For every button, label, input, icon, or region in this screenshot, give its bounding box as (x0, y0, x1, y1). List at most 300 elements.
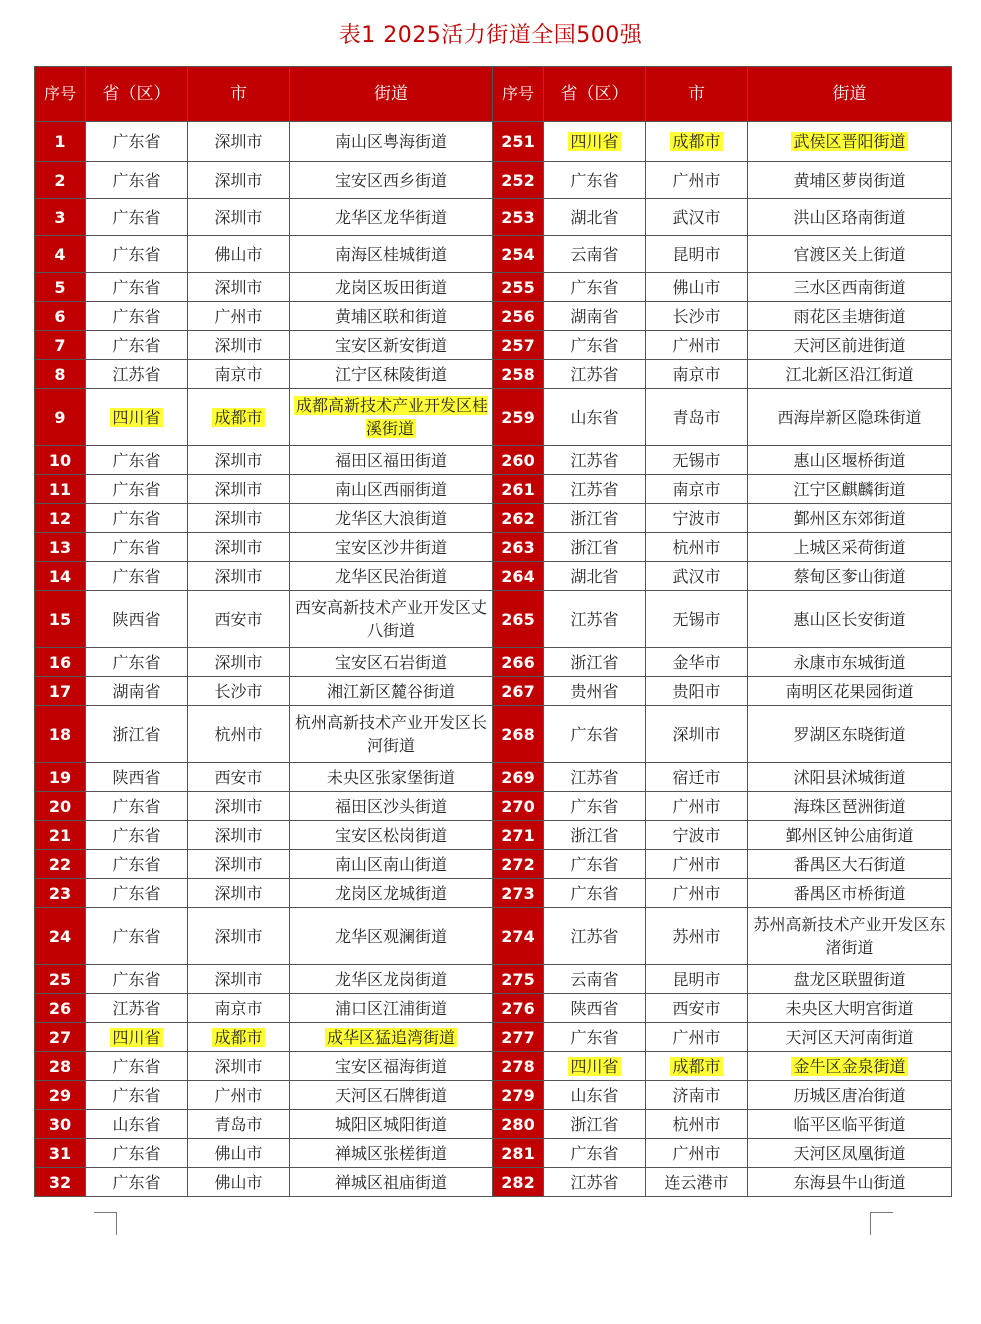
highlighted-text: 成都市 (672, 1056, 721, 1076)
table-row (35, 562, 952, 591)
table-row (35, 879, 952, 908)
left-street-cell: 未央区张家堡街道 (290, 763, 493, 792)
right-city-cell: 宿迁市 (646, 763, 748, 792)
left-city-cell: 佛山市 (188, 236, 290, 273)
left-province-cell: 广东省 (86, 122, 188, 162)
left-street-cell: 宝安区福海街道 (290, 1052, 493, 1081)
right-province-cell: 江苏省 (544, 360, 646, 389)
right-city-cell: 广州市 (646, 1023, 748, 1052)
left-seq-cell: 29 (35, 1081, 86, 1110)
right-seq-cell: 261 (493, 475, 544, 504)
left-city-cell: 南京市 (188, 994, 290, 1023)
right-city-cell: 长沙市 (646, 302, 748, 331)
right-street-cell: 三水区西南街道 (748, 273, 952, 302)
right-city-cell: 广州市 (646, 331, 748, 360)
left-province-cell: 江苏省 (86, 994, 188, 1023)
left-street-cell: 龙华区龙华街道 (290, 199, 493, 236)
left-street-cell: 天河区石牌街道 (290, 1081, 493, 1110)
right-street-cell: 官渡区关上街道 (748, 236, 952, 273)
right-street-cell: 东海县牛山街道 (748, 1168, 952, 1197)
left-street-cell: 福田区沙头街道 (290, 792, 493, 821)
page-title: 表1 2025活力街道全国500强 (338, 23, 643, 48)
right-seq-cell: 277 (493, 1023, 544, 1052)
right-street-cell: 惠山区堰桥街道 (748, 446, 952, 475)
left-seq-cell: 22 (35, 850, 86, 879)
table-row (35, 199, 952, 236)
right-city-cell: 济南市 (646, 1081, 748, 1110)
left-seq-cell: 1 (35, 122, 86, 162)
table-row (35, 792, 952, 821)
left-province-cell: 广东省 (86, 965, 188, 994)
highlighted-text: 四川省 (570, 132, 619, 151)
right-province-cell: 广东省 (544, 1139, 646, 1168)
right-street-cell: 雨花区圭塘街道 (748, 302, 952, 331)
left-street-cell: 黄埔区联和街道 (290, 302, 493, 331)
right-seq-cell: 254 (493, 236, 544, 273)
table-row (35, 162, 952, 199)
right-street-cell: 惠山区长安街道 (748, 591, 952, 648)
highlighted-text: 金牛区金泉街道 (793, 1056, 906, 1076)
table-row (35, 1139, 952, 1168)
left-seq-cell: 9 (35, 389, 86, 446)
left-city-cell: 深圳市 (188, 1052, 290, 1081)
right-province-cell: 山东省 (544, 389, 646, 446)
left-seq-cell: 31 (35, 1139, 86, 1168)
right-street-cell: 天河区天河南街道 (748, 1023, 952, 1052)
right-province-cell: 陕西省 (544, 994, 646, 1023)
left-province-cell: 广东省 (86, 1139, 188, 1168)
right-city-cell: 深圳市 (646, 706, 748, 763)
right-street-cell: 番禺区大石街道 (748, 850, 952, 879)
left-street-cell: 宝安区沙井街道 (290, 533, 493, 562)
highlighted-text: 成都市 (214, 1027, 263, 1047)
left-city-cell: 深圳市 (188, 273, 290, 302)
header-street-left: 街道 (290, 67, 493, 122)
left-city-cell (188, 1023, 290, 1052)
table-row (35, 1081, 952, 1110)
right-province-cell: 山东省 (544, 1081, 646, 1110)
left-street-cell: 宝安区松岗街道 (290, 821, 493, 850)
header-street-right: 街道 (748, 67, 952, 122)
right-province-cell: 江苏省 (544, 1168, 646, 1197)
left-city-cell: 深圳市 (188, 821, 290, 850)
left-street-cell: 湘江新区麓谷街道 (290, 677, 493, 706)
left-seq-cell: 26 (35, 994, 86, 1023)
right-street-cell: 江北新区沿江街道 (748, 360, 952, 389)
right-seq-cell: 273 (493, 879, 544, 908)
right-province-cell: 江苏省 (544, 475, 646, 504)
table-row (35, 908, 952, 965)
right-province-cell: 湖北省 (544, 199, 646, 236)
right-city-cell: 广州市 (646, 162, 748, 199)
left-seq-cell: 14 (35, 562, 86, 591)
right-street-cell: 永康市东城街道 (748, 648, 952, 677)
right-seq-cell: 259 (493, 389, 544, 446)
right-street-cell: 鄞州区钟公庙街道 (748, 821, 952, 850)
left-seq-cell: 24 (35, 908, 86, 965)
right-street-cell: 盘龙区联盟街道 (748, 965, 952, 994)
left-city-cell (188, 389, 290, 446)
left-street-cell: 宝安区西乡街道 (290, 162, 493, 199)
right-seq-cell: 267 (493, 677, 544, 706)
left-province-cell: 陕西省 (86, 591, 188, 648)
right-seq-cell: 251 (493, 122, 544, 162)
left-city-cell: 深圳市 (188, 648, 290, 677)
left-seq-cell: 23 (35, 879, 86, 908)
right-city-cell: 贵阳市 (646, 677, 748, 706)
left-province-cell: 广东省 (86, 879, 188, 908)
right-street-cell: 黄埔区萝岗街道 (748, 162, 952, 199)
right-street-cell: 未央区大明宫街道 (748, 994, 952, 1023)
right-seq-cell: 252 (493, 162, 544, 199)
left-city-cell: 深圳市 (188, 122, 290, 162)
left-city-cell: 深圳市 (188, 331, 290, 360)
right-street-cell: 鄞州区东郊街道 (748, 504, 952, 533)
right-province-cell: 浙江省 (544, 533, 646, 562)
right-city-cell (646, 122, 748, 162)
left-street-cell: 禅城区张槎街道 (290, 1139, 493, 1168)
right-seq-cell: 281 (493, 1139, 544, 1168)
left-province-cell (86, 1023, 188, 1052)
left-province-cell: 广东省 (86, 792, 188, 821)
table-row (35, 446, 952, 475)
right-street-cell (748, 122, 952, 162)
right-street-cell: 历城区唐冶街道 (748, 1081, 952, 1110)
right-seq-cell: 278 (493, 1052, 544, 1081)
table-row (35, 821, 952, 850)
right-city-cell: 广州市 (646, 792, 748, 821)
left-seq-cell: 17 (35, 677, 86, 706)
left-city-cell: 深圳市 (188, 446, 290, 475)
left-province-cell: 广东省 (86, 648, 188, 677)
left-city-cell: 杭州市 (188, 706, 290, 763)
left-city-cell: 深圳市 (188, 850, 290, 879)
left-province-cell: 广东省 (86, 236, 188, 273)
right-seq-cell: 253 (493, 199, 544, 236)
right-city-cell: 南京市 (646, 475, 748, 504)
right-seq-cell: 270 (493, 792, 544, 821)
right-seq-cell: 262 (493, 504, 544, 533)
right-province-cell (544, 122, 646, 162)
right-seq-cell: 257 (493, 331, 544, 360)
left-province-cell: 广东省 (86, 562, 188, 591)
left-seq-cell: 4 (35, 236, 86, 273)
left-province-cell: 广东省 (86, 273, 188, 302)
right-seq-cell: 255 (493, 273, 544, 302)
right-city-cell: 昆明市 (646, 236, 748, 273)
right-province-cell: 浙江省 (544, 1110, 646, 1139)
right-city-cell: 武汉市 (646, 562, 748, 591)
left-street-cell: 龙岗区龙城街道 (290, 879, 493, 908)
left-seq-cell: 6 (35, 302, 86, 331)
right-city-cell: 广州市 (646, 850, 748, 879)
table-row (35, 504, 952, 533)
right-city-cell: 西安市 (646, 994, 748, 1023)
left-city-cell: 深圳市 (188, 504, 290, 533)
right-city-cell: 广州市 (646, 1139, 748, 1168)
right-province-cell (544, 1052, 646, 1081)
left-province-cell: 广东省 (86, 1168, 188, 1197)
table-row (35, 331, 952, 360)
left-street-cell: 南山区西丽街道 (290, 475, 493, 504)
left-seq-cell: 28 (35, 1052, 86, 1081)
left-street-cell: 禅城区祖庙街道 (290, 1168, 493, 1197)
right-city-cell: 无锡市 (646, 591, 748, 648)
left-seq-cell: 5 (35, 273, 86, 302)
right-city-cell (646, 1052, 748, 1081)
right-seq-cell: 266 (493, 648, 544, 677)
right-seq-cell: 280 (493, 1110, 544, 1139)
left-seq-cell: 13 (35, 533, 86, 562)
table-row (35, 122, 952, 162)
right-seq-cell: 263 (493, 533, 544, 562)
left-seq-cell: 18 (35, 706, 86, 763)
left-province-cell: 广东省 (86, 908, 188, 965)
table-header-row (35, 67, 952, 122)
left-seq-cell: 12 (35, 504, 86, 533)
table-row (35, 965, 952, 994)
table-row (35, 994, 952, 1023)
right-province-cell: 湖北省 (544, 562, 646, 591)
right-city-cell: 青岛市 (646, 389, 748, 446)
right-province-cell: 广东省 (544, 706, 646, 763)
left-street-cell: 西安高新技术产业开发区丈八街道 (290, 591, 493, 648)
left-province-cell: 山东省 (86, 1110, 188, 1139)
left-street-cell: 南山区南山街道 (290, 850, 493, 879)
right-seq-cell: 256 (493, 302, 544, 331)
left-province-cell: 广东省 (86, 162, 188, 199)
left-province-cell: 广东省 (86, 475, 188, 504)
left-seq-cell: 10 (35, 446, 86, 475)
right-street-cell (748, 1052, 952, 1081)
right-city-cell: 武汉市 (646, 199, 748, 236)
table-row (35, 591, 952, 648)
left-street-cell: 宝安区新安街道 (290, 331, 493, 360)
left-seq-cell: 25 (35, 965, 86, 994)
right-province-cell: 江苏省 (544, 908, 646, 965)
table-row (35, 389, 952, 446)
left-street-cell (290, 389, 493, 446)
right-city-cell: 佛山市 (646, 273, 748, 302)
left-city-cell: 深圳市 (188, 908, 290, 965)
left-province-cell: 江苏省 (86, 360, 188, 389)
right-province-cell: 江苏省 (544, 763, 646, 792)
left-province-cell: 湖南省 (86, 677, 188, 706)
highlighted-text: 成都市 (214, 407, 263, 427)
right-seq-cell: 276 (493, 994, 544, 1023)
left-city-cell: 深圳市 (188, 879, 290, 908)
right-street-cell: 江宁区麒麟街道 (748, 475, 952, 504)
left-street-cell: 龙华区民治街道 (290, 562, 493, 591)
table-row (35, 648, 952, 677)
left-street-cell: 江宁区秣陵街道 (290, 360, 493, 389)
left-seq-cell: 32 (35, 1168, 86, 1197)
right-street-cell: 海珠区琶洲街道 (748, 792, 952, 821)
right-province-cell: 云南省 (544, 965, 646, 994)
right-city-cell: 连云港市 (646, 1168, 748, 1197)
right-seq-cell: 274 (493, 908, 544, 965)
table-row (35, 763, 952, 792)
right-province-cell: 贵州省 (544, 677, 646, 706)
ranking-table (34, 66, 952, 1197)
left-city-cell: 深圳市 (188, 562, 290, 591)
left-city-cell: 深圳市 (188, 199, 290, 236)
right-city-cell: 南京市 (646, 360, 748, 389)
left-street-cell (290, 1023, 493, 1052)
left-city-cell: 佛山市 (188, 1168, 290, 1197)
table-row (35, 1052, 952, 1081)
left-city-cell: 南京市 (188, 360, 290, 389)
right-province-cell: 浙江省 (544, 648, 646, 677)
left-seq-cell: 19 (35, 763, 86, 792)
header-city-right: 市 (646, 67, 748, 122)
right-city-cell: 杭州市 (646, 1110, 748, 1139)
left-seq-cell: 27 (35, 1023, 86, 1052)
left-seq-cell: 16 (35, 648, 86, 677)
right-city-cell: 金华市 (646, 648, 748, 677)
right-province-cell: 江苏省 (544, 591, 646, 648)
right-city-cell: 杭州市 (646, 533, 748, 562)
right-province-cell: 广东省 (544, 1023, 646, 1052)
left-seq-cell: 2 (35, 162, 86, 199)
left-city-cell: 深圳市 (188, 475, 290, 504)
table-row (35, 1168, 952, 1197)
right-province-cell: 浙江省 (544, 504, 646, 533)
table-row (35, 1110, 952, 1139)
right-seq-cell: 282 (493, 1168, 544, 1197)
left-street-cell: 龙华区观澜街道 (290, 908, 493, 965)
table-row (35, 475, 952, 504)
left-city-cell: 深圳市 (188, 792, 290, 821)
highlighted-text: 四川省 (112, 1027, 161, 1047)
right-street-cell: 番禺区市桥街道 (748, 879, 952, 908)
right-seq-cell: 265 (493, 591, 544, 648)
left-city-cell: 深圳市 (188, 162, 290, 199)
left-city-cell: 广州市 (188, 302, 290, 331)
right-seq-cell: 264 (493, 562, 544, 591)
right-street-cell: 蔡甸区奓山街道 (748, 562, 952, 591)
header-city-left: 市 (188, 67, 290, 122)
left-seq-cell: 30 (35, 1110, 86, 1139)
left-province-cell: 广东省 (86, 199, 188, 236)
table-row (35, 850, 952, 879)
left-province-cell: 广东省 (86, 331, 188, 360)
left-city-cell: 佛山市 (188, 1139, 290, 1168)
table-row (35, 360, 952, 389)
table-row (35, 677, 952, 706)
highlighted-text: 成都高新技术产业开发区桂溪街道 (295, 396, 488, 438)
right-province-cell: 广东省 (544, 273, 646, 302)
right-street-cell: 天河区前进街道 (748, 331, 952, 360)
left-province-cell: 广东省 (86, 504, 188, 533)
right-province-cell: 广东省 (544, 331, 646, 360)
right-province-cell: 广东省 (544, 792, 646, 821)
left-street-cell: 龙华区龙岗街道 (290, 965, 493, 994)
header-seq-left: 序号 (35, 67, 86, 122)
left-city-cell: 深圳市 (188, 533, 290, 562)
right-seq-cell: 260 (493, 446, 544, 475)
highlighted-text: 成都市 (672, 132, 721, 151)
left-street-cell: 龙华区大浪街道 (290, 504, 493, 533)
left-province-cell: 浙江省 (86, 706, 188, 763)
left-street-cell: 龙岗区坂田街道 (290, 273, 493, 302)
table-row (35, 273, 952, 302)
right-seq-cell: 268 (493, 706, 544, 763)
left-province-cell: 陕西省 (86, 763, 188, 792)
right-street-cell: 西海岸新区隐珠街道 (748, 389, 952, 446)
left-province-cell: 广东省 (86, 1081, 188, 1110)
highlighted-text: 四川省 (570, 1056, 619, 1076)
left-street-cell: 福田区福田街道 (290, 446, 493, 475)
right-street-cell: 洪山区珞南街道 (748, 199, 952, 236)
table-row (35, 533, 952, 562)
left-seq-cell: 21 (35, 821, 86, 850)
left-street-cell: 宝安区石岩街道 (290, 648, 493, 677)
right-city-cell: 苏州市 (646, 908, 748, 965)
right-seq-cell: 272 (493, 850, 544, 879)
right-street-cell: 罗湖区东晓街道 (748, 706, 952, 763)
right-street-cell: 天河区凤凰街道 (748, 1139, 952, 1168)
right-seq-cell: 275 (493, 965, 544, 994)
highlighted-text: 武侯区晋阳街道 (793, 132, 906, 151)
left-seq-cell: 11 (35, 475, 86, 504)
right-province-cell: 浙江省 (544, 821, 646, 850)
left-street-cell: 南山区粤海街道 (290, 122, 493, 162)
right-city-cell: 昆明市 (646, 965, 748, 994)
right-street-cell: 南明区花果园街道 (748, 677, 952, 706)
highlighted-text: 成华区猛追湾街道 (326, 1027, 455, 1047)
right-seq-cell: 269 (493, 763, 544, 792)
left-street-cell: 杭州高新技术产业开发区长河街道 (290, 706, 493, 763)
left-street-cell: 南海区桂城街道 (290, 236, 493, 273)
table-row (35, 236, 952, 273)
right-street-cell: 临平区临平街道 (748, 1110, 952, 1139)
left-province-cell (86, 389, 188, 446)
header-seq-right: 序号 (493, 67, 544, 122)
left-seq-cell: 3 (35, 199, 86, 236)
left-seq-cell: 8 (35, 360, 86, 389)
right-city-cell: 宁波市 (646, 504, 748, 533)
right-province-cell: 广东省 (544, 879, 646, 908)
crop-mark-left (94, 1212, 117, 1235)
crop-mark-right (870, 1212, 893, 1235)
right-province-cell: 云南省 (544, 236, 646, 273)
right-province-cell: 湖南省 (544, 302, 646, 331)
left-province-cell: 广东省 (86, 533, 188, 562)
left-province-cell: 广东省 (86, 1052, 188, 1081)
table-row (35, 706, 952, 763)
left-province-cell: 广东省 (86, 850, 188, 879)
left-street-cell: 城阳区城阳街道 (290, 1110, 493, 1139)
left-street-cell: 浦口区江浦街道 (290, 994, 493, 1023)
left-city-cell: 青岛市 (188, 1110, 290, 1139)
left-city-cell: 西安市 (188, 763, 290, 792)
right-city-cell: 无锡市 (646, 446, 748, 475)
left-city-cell: 广州市 (188, 1081, 290, 1110)
highlighted-text: 四川省 (112, 407, 161, 427)
left-province-cell: 广东省 (86, 446, 188, 475)
header-province-right: 省（区） (544, 67, 646, 122)
table-row (35, 302, 952, 331)
right-city-cell: 宁波市 (646, 821, 748, 850)
right-street-cell: 沭阳县沭城街道 (748, 763, 952, 792)
right-city-cell: 广州市 (646, 879, 748, 908)
left-city-cell: 深圳市 (188, 965, 290, 994)
right-province-cell: 江苏省 (544, 446, 646, 475)
right-seq-cell: 279 (493, 1081, 544, 1110)
left-city-cell: 西安市 (188, 591, 290, 648)
left-city-cell: 长沙市 (188, 677, 290, 706)
